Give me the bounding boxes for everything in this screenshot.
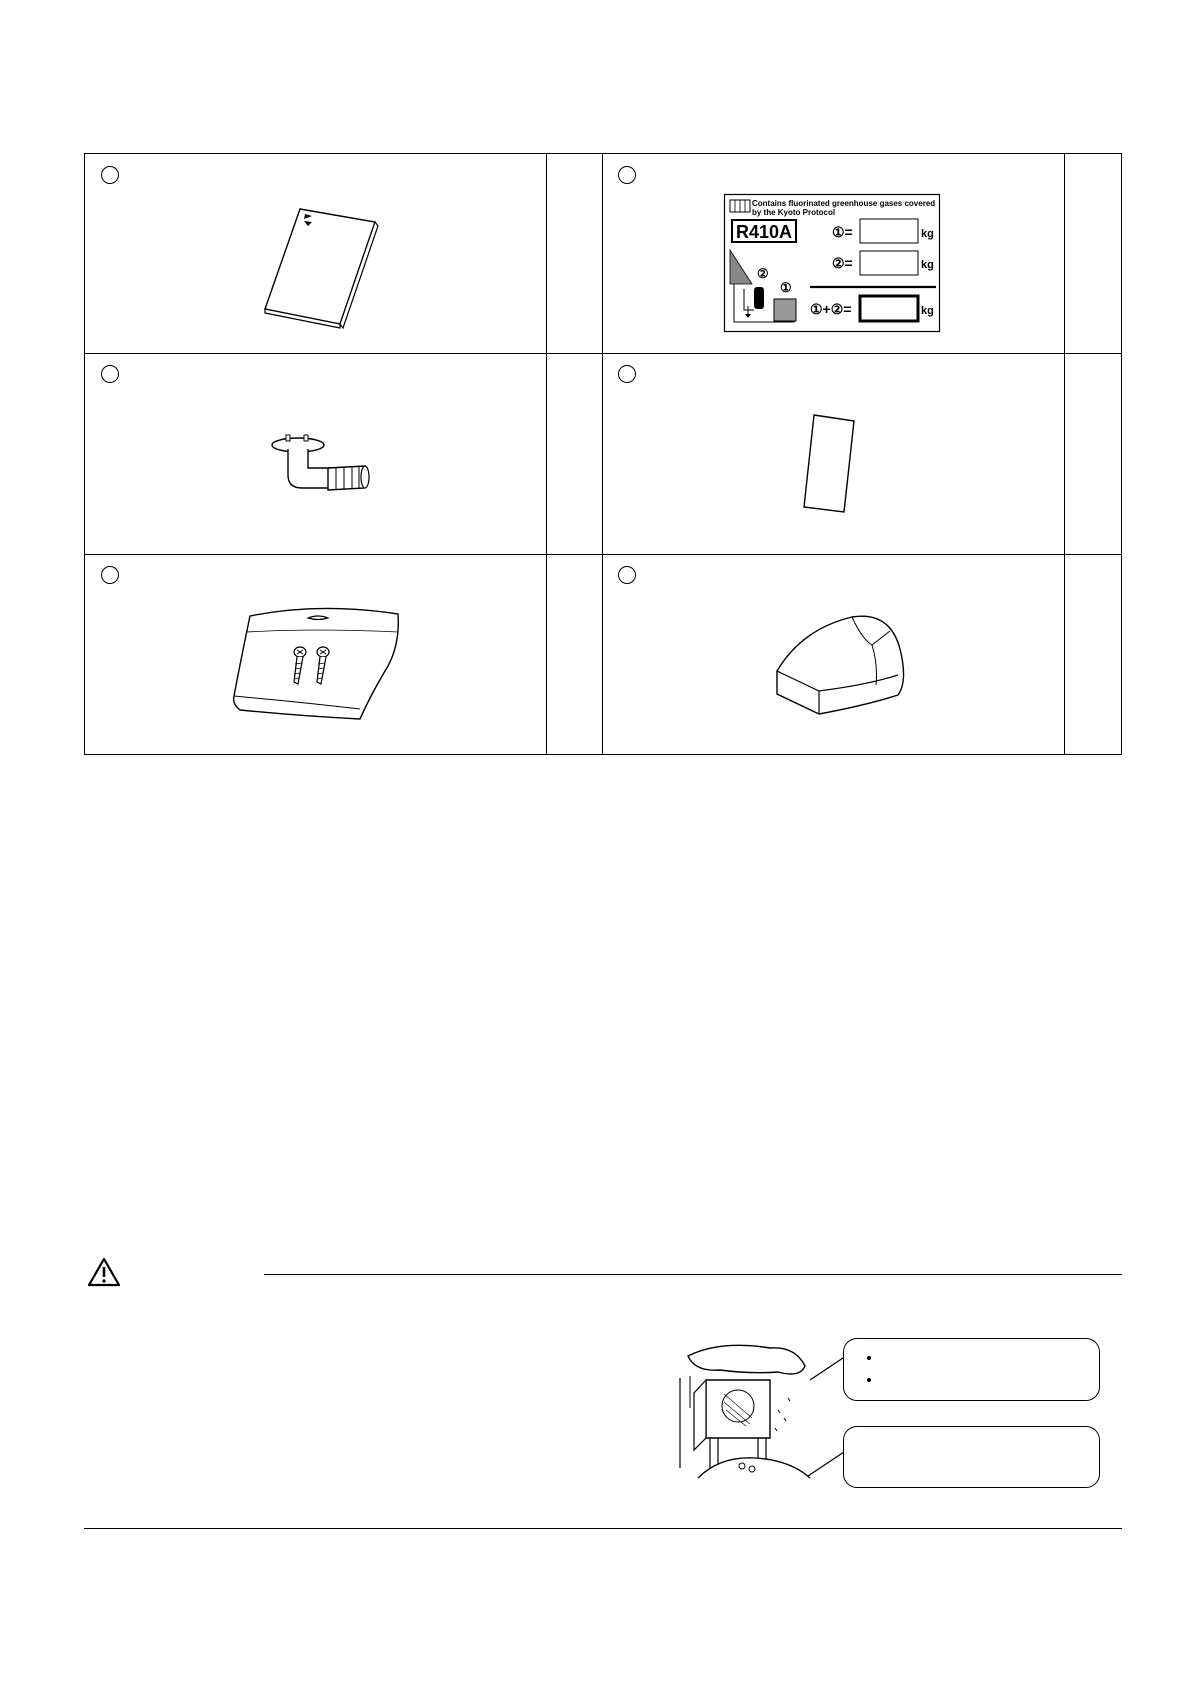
accessory-cell-manual [85, 154, 546, 353]
accessory-cell-label [602, 154, 1064, 353]
cap-cover-icon [772, 609, 912, 719]
charge-row-1-label: ①= [832, 224, 853, 240]
accessories-table [84, 153, 1122, 755]
label-line-1: Contains fluorinated greenhouse gases covered [752, 199, 936, 208]
footer-rule [84, 1528, 1122, 1529]
item-number-circle [101, 365, 119, 383]
item-number-circle [101, 566, 119, 584]
column-divider [546, 154, 547, 754]
manual-booklet-icon [260, 204, 380, 324]
accessory-cell-plate [85, 554, 546, 754]
callout-box-bottom [843, 1426, 1100, 1488]
accessory-cell-drain [85, 353, 546, 554]
unit-kg: kg [921, 228, 934, 240]
fluorinated-gas-label-icon [724, 194, 940, 332]
item-number-circle [618, 166, 636, 184]
accessory-cell-cap [602, 554, 1064, 754]
caution-rule [264, 1274, 1122, 1275]
bullet [867, 1378, 871, 1382]
warning-triangle-icon [87, 1257, 121, 1287]
callout-pointer [806, 1450, 846, 1480]
unit-kg: kg [921, 305, 934, 317]
callout-pointer [808, 1354, 848, 1384]
unit-kg: kg [921, 259, 934, 271]
mounting-plate-screws-icon [230, 604, 405, 724]
item-number-circle [101, 166, 119, 184]
label-line-2: by the Kyoto Protocol [752, 208, 836, 217]
column-divider [1064, 154, 1065, 754]
accessory-cell-strip [602, 353, 1064, 554]
drain-socket-icon [270, 433, 380, 503]
charge-row-2-label: ②= [832, 255, 853, 271]
adhesive-strip-icon [802, 415, 862, 515]
callout-box-top [843, 1338, 1100, 1401]
charge-total-label: ①+②= [810, 301, 852, 317]
item-number-circle [618, 566, 636, 584]
bullet [867, 1356, 871, 1360]
marker-1: ① [780, 280, 792, 295]
item-number-circle [618, 365, 636, 383]
refrigerant-type: R410A [736, 222, 793, 242]
marker-2: ② [757, 266, 769, 281]
